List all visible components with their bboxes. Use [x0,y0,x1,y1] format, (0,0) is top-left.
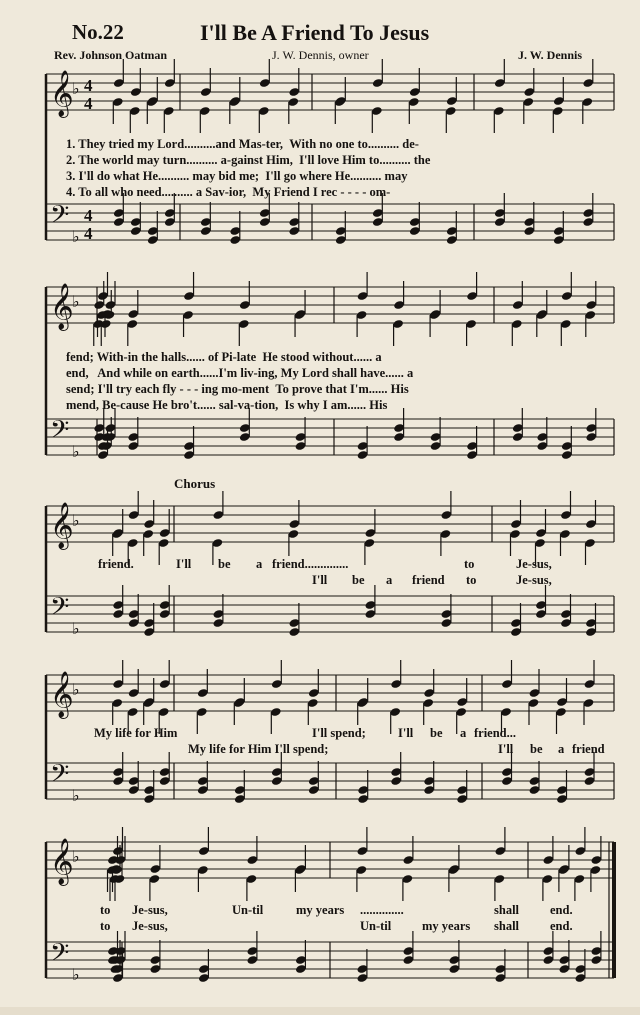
svg-text:𝄢: 𝄢 [50,938,70,974]
lyric-verse-2-line-1: 2. The world may turn.......... a-gainst Him, I'll love Him to.......... the [66,153,431,167]
lyric-verse-1-line-2: fend; With-in the halls...... of Pi-late He stood without...... a [66,350,382,364]
lyric-verse-2-line-2: end, And while on earth......I'm liv-ing, My Lord shall have...... a [66,366,414,380]
svg-text:♭: ♭ [72,510,80,530]
lyric-verse-4-line-2: mend, Be-cause He bro't...... sal-va-tion, Is why I am...... His [66,398,388,412]
svg-text:𝄞: 𝄞 [50,70,74,117]
svg-text:♭: ♭ [72,226,80,246]
svg-text:♭: ♭ [72,846,80,866]
music-system-2 [42,283,620,473]
svg-text:♭: ♭ [72,964,80,984]
svg-text:♭: ♭ [72,785,80,805]
lyric-verse-3-line-2: send; I'll try each fly - - - ing mo-ment To prove that I'm...... His [66,382,409,396]
svg-text:𝄞: 𝄞 [50,283,74,330]
hymn-title: I'll Be A Friend To Jesus [200,20,430,45]
svg-text:𝄞: 𝄞 [50,502,74,549]
hymn-number: No.22 [72,20,124,44]
svg-text:4: 4 [84,206,93,225]
page-bottom-margin [0,1007,640,1015]
music-system-5: 𝄞 ♭ 𝄢 ♭ to Je-sus, Un-til my years .............. shall end. to Je-sus, Un-til my years shall end. [42,838,620,988]
svg-text:𝄢: 𝄢 [50,415,70,451]
svg-text:♭: ♭ [72,679,80,699]
svg-text:𝄢: 𝄢 [50,759,70,795]
lyric-verse-4-line-1: 4. To all who need.......... a Sav-ior, My Friend I rec - - - - om- [66,185,391,199]
chorus-label: Chorus [174,476,216,491]
owner-credit: J. W. Dennis, owner [272,48,369,62]
music-system-1 [42,68,620,258]
svg-text:4: 4 [84,76,93,95]
svg-text:𝄞: 𝄞 [50,838,74,885]
lyric-verse-3-line-1: 3. I'll do what He.......... may bid me; I'll go where He.......... may [66,169,408,183]
svg-text:𝄢: 𝄢 [50,592,70,628]
svg-text:4: 4 [84,224,93,243]
staff-pair [42,496,620,646]
composer-credit: J. W. Dennis [518,48,583,62]
lyricist-credit: Rev. Johnson Oatman [54,48,168,62]
svg-text:♭: ♭ [72,441,80,461]
svg-text:♭: ♭ [72,78,80,98]
music-system-4: 𝄞 ♭ 𝄢 ♭ My life for Him I'll spend; I'll be a friend... My life for Him I'll spend; I'll be a friend [42,667,620,817]
svg-text:♭: ♭ [72,291,80,311]
lyric-verse-1-line-1: 1. They tried my Lord..........and Mas-ter, With no one to.......... de- [66,137,419,151]
music-system-3: 𝄞 ♭ 𝄢 ♭ friend. I'll be a friend.............. to Je-sus, I'll be a friend to Je-sus, [42,496,620,646]
svg-text:𝄞: 𝄞 [50,671,74,718]
svg-text:♭: ♭ [72,618,80,638]
svg-text:4: 4 [84,94,93,113]
svg-text:𝄢: 𝄢 [50,200,70,236]
